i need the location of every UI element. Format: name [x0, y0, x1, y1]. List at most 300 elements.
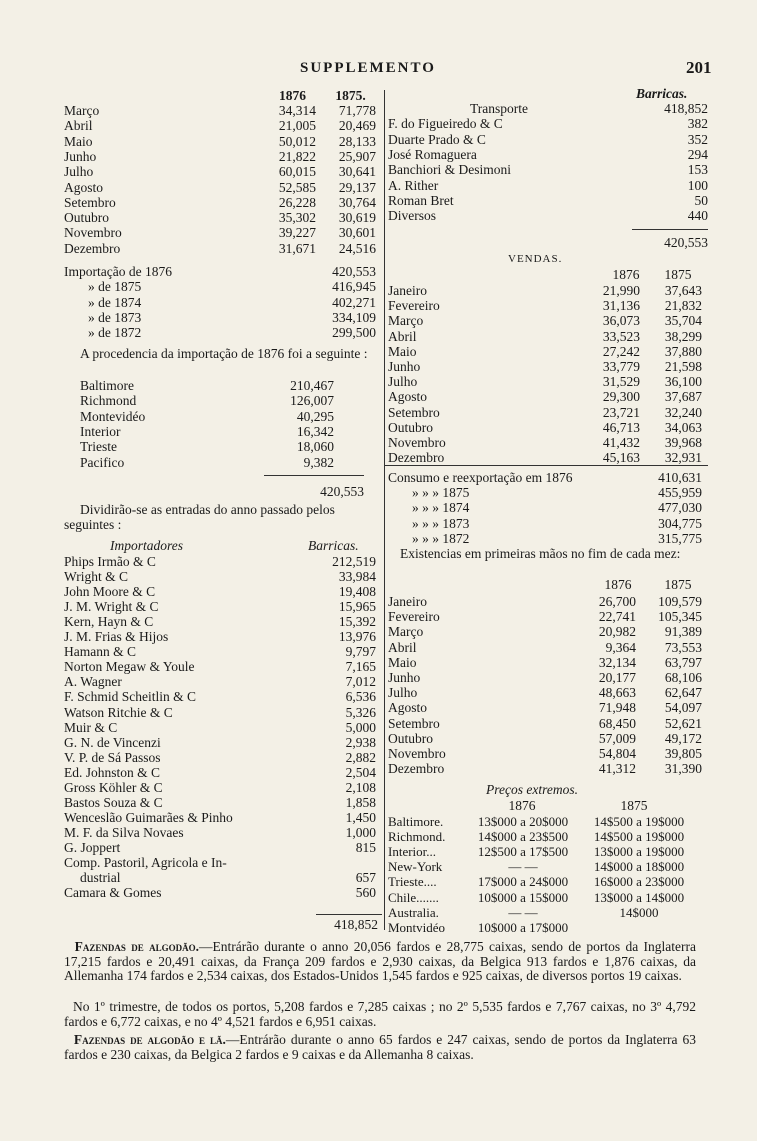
importer-value: 2,108 [345, 779, 376, 795]
importer-row [64, 780, 379, 795]
sales-row [388, 450, 708, 465]
prices-year-1875: 1875 [620, 798, 648, 813]
stock-1875: 62,647 [664, 685, 702, 701]
stock-1876: 57,009 [598, 730, 636, 746]
stock-row [388, 761, 708, 776]
importer-value: 1,000 [345, 824, 376, 840]
importer-name: dustrial [80, 870, 121, 886]
sales-1875: 32,931 [664, 450, 702, 466]
consumption-label: » » » 1875 [412, 485, 470, 501]
importer-row [64, 750, 379, 765]
import-row [64, 310, 379, 325]
transport-value: 382 [687, 116, 708, 132]
month-label: Abril [64, 118, 93, 134]
month-row [64, 134, 379, 149]
month-row [64, 225, 379, 240]
month-label: Outubro [64, 210, 109, 226]
column-divider [384, 90, 385, 930]
stock-1875: 31,390 [664, 761, 702, 777]
consumption-row [388, 485, 708, 500]
month-label: Novembro [64, 225, 122, 241]
importer-value: 657 [355, 870, 376, 886]
sales-month: Maio [388, 343, 417, 359]
importer-value: 13,976 [338, 629, 376, 645]
importer-row [64, 825, 379, 840]
sales-1875: 39,968 [664, 435, 702, 450]
import-label: » de 1872 [88, 325, 142, 341]
price-1876: — — [508, 904, 538, 920]
page-title: SUPPLEMENTO [300, 60, 436, 76]
importer-value: 2,504 [345, 764, 376, 780]
transport-value: 100 [687, 177, 708, 193]
month-row [64, 241, 379, 256]
value-1876: 60,015 [278, 164, 316, 180]
value-1876: 52,585 [278, 179, 316, 195]
origin-total-rule [264, 475, 364, 476]
transport-value: 440 [687, 208, 708, 224]
stock-month: Março [388, 624, 424, 640]
value-1876: 35,302 [278, 210, 316, 226]
price-row [388, 814, 708, 829]
sales-1875: 36,100 [664, 374, 702, 390]
sales-month: Dezembro [388, 450, 445, 466]
importer-value: 1,450 [345, 809, 376, 825]
price-row [388, 905, 708, 920]
importer-value: 15,965 [338, 599, 376, 615]
transport-row [388, 147, 708, 162]
transport-row [388, 178, 708, 193]
sales-row [388, 420, 708, 435]
stock-row [388, 624, 708, 639]
price-1876: 10$000 a 17$000 [477, 919, 569, 935]
stock-row [388, 594, 708, 609]
stock-1875: 63,797 [664, 654, 702, 670]
prices-year-1876: 1876 [508, 798, 536, 813]
sales-month: Novembro [388, 435, 446, 450]
stock-1876: 20,177 [598, 670, 636, 685]
value-1875: 30,601 [338, 225, 376, 241]
stock-row [388, 640, 708, 655]
vendas-year-1876: 1876 [612, 267, 640, 282]
price-origin: New-York [388, 859, 443, 875]
transport-row [388, 116, 708, 131]
sales-row [388, 405, 708, 420]
sales-month: Julho [388, 374, 418, 390]
price-1876: — — [508, 859, 538, 875]
importer-name: J. M. Wright & C [64, 599, 159, 615]
origin-row [64, 378, 379, 393]
month-label: Dezembro [64, 240, 121, 256]
origin-row [64, 439, 379, 454]
consumption-row [388, 470, 708, 485]
month-label: Maio [64, 133, 93, 149]
month-row [64, 164, 379, 179]
origin-value: 16,342 [296, 423, 334, 439]
import-value: 416,945 [332, 279, 376, 295]
importer-row [64, 614, 379, 629]
importer-row [64, 765, 379, 780]
sales-rule [385, 465, 708, 466]
transport-value: 294 [687, 146, 708, 162]
import-label: » de 1874 [88, 294, 142, 310]
importer-name: J. M. Frias & Hijos [64, 629, 169, 645]
transport-row [388, 208, 708, 223]
importer-name: Wright & C [64, 569, 128, 585]
importer-name: G. N. de Vincenzi [64, 734, 161, 750]
importer-value: 1,858 [345, 794, 376, 810]
month-row [64, 210, 379, 225]
month-row [64, 103, 379, 118]
origin-value: 18,060 [296, 439, 334, 455]
sales-row [388, 298, 708, 313]
importer-value: 33,984 [338, 569, 376, 585]
origin-label: Interior [80, 423, 121, 439]
sales-1875: 34,063 [664, 419, 702, 435]
price-origin: Interior... [388, 844, 437, 860]
sales-month: Agosto [388, 389, 428, 405]
sales-row [388, 283, 708, 298]
value-1876: 50,012 [278, 133, 316, 149]
sales-1876: 45,163 [602, 450, 640, 466]
stock-row [388, 609, 708, 624]
value-1875: 71,778 [338, 103, 376, 118]
value-1875: 29,137 [338, 179, 376, 195]
importer-value: 7,012 [345, 674, 376, 690]
barricas-header: Barricas. [308, 538, 359, 553]
month-label: Agosto [64, 179, 104, 195]
consumption-value: 410,631 [658, 470, 702, 485]
importer-row [64, 885, 379, 900]
sales-1876: 31,136 [602, 298, 640, 314]
importer-row [64, 674, 379, 689]
value-1875: 30,641 [338, 164, 376, 180]
month-label: Julho [64, 164, 94, 180]
sales-1876: 41,432 [602, 435, 640, 450]
importers-header: Importadores [110, 538, 183, 553]
stock-year-1875: 1875 [664, 577, 692, 592]
stock-month: Outubro [388, 730, 433, 746]
importer-name: Wenceslão Guimarães & Pinho [64, 809, 233, 825]
price-row [388, 890, 708, 905]
consumption-row [388, 516, 708, 531]
importer-row [64, 810, 379, 825]
page-number: 201 [686, 58, 712, 77]
sales-1875: 37,687 [664, 389, 702, 405]
month-row [64, 195, 379, 210]
value-1876: 31,671 [278, 240, 316, 256]
price-row [388, 920, 708, 935]
import-label: » de 1875 [88, 279, 142, 295]
stock-1875: 52,621 [664, 715, 702, 731]
stock-1876: 68,450 [598, 715, 636, 731]
origin-label: Baltimore [80, 378, 134, 393]
import-row [64, 295, 379, 310]
importer-name: F. Schmid Scheitlin & C [64, 689, 197, 705]
importer-name: Ed. Johnston & C [64, 764, 161, 780]
sales-1876: 36,073 [602, 313, 640, 329]
price-origin: Montvidéo [388, 919, 446, 935]
stock-1876: 9,364 [605, 639, 636, 655]
stock-month: Julho [388, 685, 418, 701]
price-row [388, 874, 708, 889]
importer-value: 9,797 [345, 644, 376, 660]
left-year-1876: 1876 [279, 88, 306, 103]
origin-row [64, 424, 379, 439]
stock-month: Junho [388, 670, 421, 685]
stock-1876: 71,948 [598, 700, 636, 716]
vendas-year-1875: 1875 [664, 267, 692, 282]
importer-name: Camara & Gomes [64, 885, 162, 901]
stock-1876: 48,663 [598, 685, 636, 701]
stock-1875: 105,345 [658, 609, 702, 625]
transport-total-rule [632, 229, 708, 230]
transport-value: 153 [687, 162, 708, 178]
price-1875: 14$500 a 19$000 [593, 814, 685, 829]
origin-row [64, 455, 379, 470]
importer-name: Watson Ritchie & C [64, 704, 173, 720]
price-origin: Australia. [388, 904, 439, 920]
importer-row [64, 599, 379, 614]
sales-1875: 37,643 [664, 283, 702, 298]
price-1875: 13$000 a 19$000 [593, 844, 685, 860]
sales-month: Junho [388, 359, 421, 374]
sales-row [388, 313, 708, 328]
origin-total: 420,553 [320, 484, 364, 499]
month-row [64, 149, 379, 164]
origin-label: Montevidéo [80, 408, 146, 424]
consumption-label: Consumo e reexportação em 1876 [388, 470, 573, 485]
price-1876: 10$000 a 15$000 [477, 889, 569, 905]
stock-1876: 54,804 [598, 746, 636, 761]
importer-name: M. F. da Silva Novaes [64, 824, 184, 840]
sales-month: Setembro [388, 404, 440, 420]
importers-total: 418,852 [334, 917, 378, 932]
stock-1875: 39,805 [664, 746, 702, 761]
importers-total-rule [316, 914, 382, 915]
stock-1875: 73,553 [664, 639, 702, 655]
price-1875: 14$000 a 18$000 [593, 859, 685, 875]
consumption-value: 477,030 [658, 500, 702, 516]
stock-row [388, 700, 708, 715]
stock-1875: 68,106 [664, 670, 702, 685]
importer-name: Gross Köhler & C [64, 779, 163, 795]
stock-1876: 22,741 [598, 609, 636, 625]
transport-total: 420,553 [664, 235, 708, 250]
price-origin: Richmond. [388, 829, 446, 845]
sales-1876: 31,529 [602, 374, 640, 390]
footer-head-1: Fazendas de algodão. [74, 939, 199, 954]
importer-row [64, 659, 379, 674]
stock-month: Janeiro [388, 594, 427, 609]
barricas-header-right: Barricas. [636, 86, 688, 101]
sales-row [388, 374, 708, 389]
value-1875: 25,907 [338, 148, 376, 164]
importer-value: 560 [355, 885, 376, 901]
importer-row [64, 569, 379, 584]
sales-1875: 32,240 [664, 404, 702, 420]
stock-1875: 91,389 [664, 624, 702, 640]
importer-row [64, 840, 379, 855]
transport-label: Duarte Prado & C [388, 131, 486, 147]
import-value: 420,553 [332, 264, 376, 279]
value-1875: 24,516 [338, 240, 376, 256]
price-1876: 12$500 a 17$500 [477, 844, 569, 860]
importer-row [64, 554, 379, 569]
importer-row [64, 870, 379, 885]
importer-value: 212,519 [332, 554, 376, 569]
sales-month: Abril [388, 328, 417, 344]
sales-month: Outubro [388, 419, 433, 435]
price-origin: Baltimore. [388, 814, 444, 829]
price-origin: Chile....... [388, 889, 439, 905]
sales-1876: 29,300 [602, 389, 640, 405]
origin-label: Trieste [80, 439, 118, 455]
origin-row [64, 409, 379, 424]
origin-label: Pacifico [80, 454, 125, 470]
footer-paragraph-1 [64, 940, 696, 984]
importer-row [64, 584, 379, 599]
price-1876: 17$000 a 24$000 [477, 874, 569, 890]
footer-text-1: —Entrárão durante o anno 20,056 fardos e 28,775 caixas, sendo de portos da Inglaterra 17,215 fardos e 20,491 caixas, da França 209 fardos e 2,930 caixas, da Belgica 913 fardos e 1,876 caixas, da Allemanha 174 fardos e 2,534 caixas, dos Estados-Unidos 1,545 fardos e 925 caixas, de diversos portos 19 caixas. [64, 939, 697, 983]
importer-value: 15,392 [338, 614, 376, 630]
importer-name: Muir & C [64, 719, 118, 735]
transport-value: 418,852 [664, 101, 708, 116]
importer-name: John Moore & C [64, 584, 156, 600]
value-1875: 30,764 [338, 194, 376, 210]
sales-1875: 21,832 [664, 298, 702, 314]
transport-label: José Romaguera [388, 146, 477, 162]
stock-month: Fevereiro [388, 609, 440, 625]
footer-paragraph-2 [64, 1000, 696, 1029]
price-1875: 14$500 a 19$000 [593, 829, 685, 845]
transport-label: Roman Bret [388, 192, 454, 208]
transport-row [388, 101, 708, 116]
stock-month: Novembro [388, 746, 446, 761]
importer-row [64, 705, 379, 720]
footer-head-3: Fazendas de algodão e lã. [73, 1032, 226, 1047]
stock-year-1876: 1876 [604, 577, 632, 592]
sales-1876: 33,779 [602, 359, 640, 374]
price-1875: 14$000 [619, 904, 659, 920]
stock-month: Setembro [388, 715, 440, 731]
consumption-label: » » » 1872 [412, 530, 470, 546]
value-1876: 39,227 [278, 225, 316, 241]
sales-1876: 27,242 [602, 343, 640, 359]
stock-1876: 41,312 [598, 761, 636, 777]
value-1876: 21,822 [278, 148, 316, 164]
importer-row [64, 735, 379, 750]
transport-label: A. Rither [388, 177, 439, 193]
origin-label: Richmond [80, 393, 137, 409]
transport-value: 50 [694, 192, 708, 208]
price-row [388, 829, 708, 844]
importer-value: 2,938 [345, 734, 376, 750]
transport-label: Transporte [470, 101, 529, 116]
importer-value: 6,536 [345, 689, 376, 705]
transport-label: Banchiori & Desimoni [388, 162, 511, 178]
consumption-row [388, 500, 708, 515]
stock-1875: 54,097 [664, 700, 702, 716]
stock-1876: 32,134 [598, 654, 636, 670]
importer-name: Bastos Souza & C [64, 794, 163, 810]
vendas-title: VENDAS. [508, 253, 563, 265]
import-row [64, 279, 379, 294]
footer-text-2: No 1º trimestre, de todos os portos, 5,208 fardos e 7,285 caixas ; no 2º 5,535 fardos e 7,767 caixas, no 3º 4,792 fardos e 6,772 caixas, e no 4º 4,521 fardos e 6,951 caixas. [64, 999, 697, 1029]
importer-row [64, 644, 379, 659]
sales-1875: 37,880 [664, 343, 702, 359]
import-label: » de 1873 [88, 309, 142, 325]
sales-month: Janeiro [388, 283, 427, 298]
sales-1875: 21,598 [664, 359, 702, 374]
transport-label: F. do Figueiredo & C [388, 116, 503, 132]
value-1876: 21,005 [278, 118, 316, 134]
footer-paragraph-3 [64, 1033, 696, 1062]
sales-month: Março [388, 313, 424, 329]
origin-row [64, 393, 379, 408]
importer-value: 7,165 [345, 659, 376, 675]
sales-row [388, 329, 708, 344]
stock-row [388, 716, 708, 731]
importer-name: Kern, Hayn & C [64, 614, 154, 630]
consumption-value: 315,775 [658, 530, 702, 546]
transport-row [388, 162, 708, 177]
importer-name: Norton Megaw & Youle [64, 659, 195, 675]
transport-row [388, 193, 708, 208]
importer-row [64, 855, 379, 870]
value-1876: 26,228 [278, 194, 316, 210]
price-1876: 13$000 a 20$000 [477, 814, 569, 829]
consumption-row [388, 531, 708, 546]
month-label: Setembro [64, 194, 116, 210]
importer-name: A. Wagner [64, 674, 122, 690]
left-year-1875: 1875. [335, 88, 366, 103]
importer-value: 5,000 [345, 719, 376, 735]
sales-row [388, 359, 708, 374]
stock-1875: 109,579 [658, 594, 702, 609]
price-1875: 13$000 a 14$000 [593, 889, 685, 905]
sales-row [388, 435, 708, 450]
importer-row [64, 689, 379, 704]
import-row [64, 264, 379, 279]
footer-text-3: —Entrárão durante o anno 65 fardos e 247 caixas, sendo de portos da Inglaterra 63 fardos e 230 caixas, da Belgica 2 fardos e 9 caixas e da Allemanha 8 caixas. [64, 1032, 696, 1062]
origin-value: 126,007 [290, 393, 334, 409]
price-1875: 16$000 a 23$000 [593, 874, 685, 890]
consumption-label: » » » 1874 [412, 500, 470, 516]
import-value: 299,500 [332, 325, 376, 341]
sales-1876: 21,990 [602, 283, 640, 298]
importer-value: 19,408 [338, 584, 376, 600]
origin-intro: A procedencia da importação de 1876 foi a seguinte : [80, 346, 368, 361]
stock-row [388, 655, 708, 670]
sales-row [388, 344, 708, 359]
value-1875: 20,469 [338, 118, 376, 134]
stock-row [388, 670, 708, 685]
distribution-intro: Dividirão-se as entradas do anno passado pelos seguintes : [64, 502, 335, 532]
price-row [388, 859, 708, 874]
stock-row [388, 731, 708, 746]
import-label: Importação de 1876 [64, 264, 172, 279]
month-row [64, 118, 379, 133]
importer-name: G. Joppert [64, 839, 121, 855]
origin-value: 210,467 [290, 378, 334, 393]
month-label: Junho [64, 148, 97, 164]
import-row [64, 325, 379, 340]
month-row [64, 180, 379, 195]
stock-row [388, 746, 708, 761]
importer-name: V. P. de Sá Passos [64, 749, 161, 765]
value-1875: 30,619 [338, 210, 376, 226]
stock-row [388, 685, 708, 700]
